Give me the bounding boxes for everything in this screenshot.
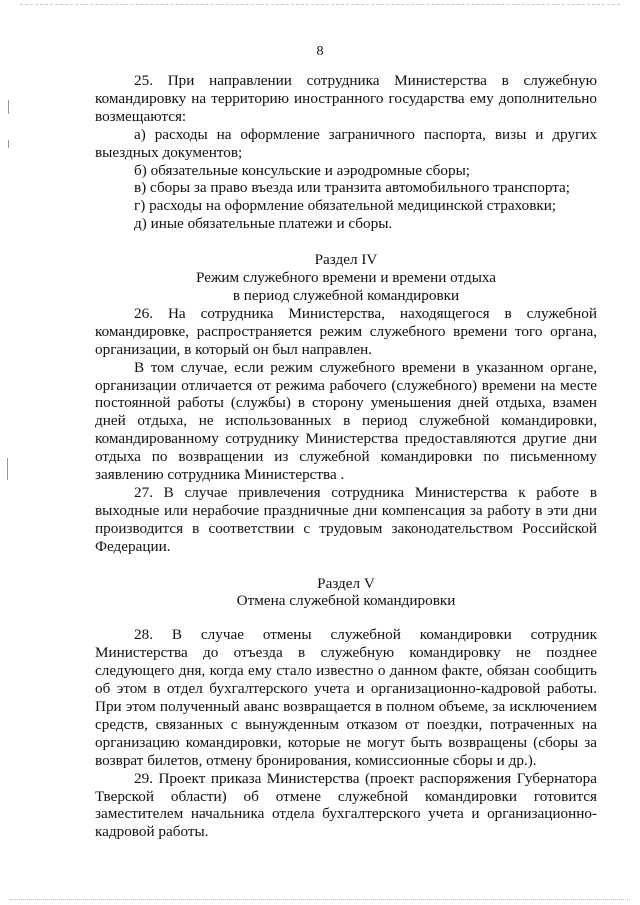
list-item: а) расходы на оформление заграничного паспорта, визы и других выездных документов; <box>95 125 597 161</box>
scan-speck <box>8 100 9 114</box>
list-item: б) обязательные консульские и аэродромные сборы; <box>134 161 470 179</box>
section-4-title-line-1: Режим служебного времени и времени отдыха <box>195 269 497 287</box>
paragraph-25: 25. При направлении сотрудника Министерства в служебную командировку на территорию иностранного государства ему дополнительно возмещаются: <box>95 72 597 125</box>
scan-speck <box>7 458 8 480</box>
scan-speck <box>8 140 9 148</box>
scan-edge-top <box>20 4 620 5</box>
section-5-number: Раздел V <box>317 574 375 592</box>
paragraph-26: 26. На сотрудника Министерства, находящегося в служебной командировке, распространяется режим служебного времени того органа, организации, в который он был направлен. <box>95 304 597 358</box>
spacer <box>95 556 597 575</box>
page-number: 8 <box>316 44 324 59</box>
section-5-title: Отмена служебной командировки <box>236 592 456 610</box>
list-item: в) сборы за право въезда или транзита автомобильного транспорта; <box>134 179 571 197</box>
list-item: д) иные обязательные платежи и сборы. <box>134 215 393 233</box>
spacer <box>95 610 597 626</box>
scan-edge-bottom <box>10 899 630 900</box>
document-body <box>95 72 597 841</box>
spacer <box>95 233 597 251</box>
paragraph-26-continued: В том случае, если режим служебного времени в указанном органе, организации отличается от режима рабочего (служебного) времени на месте постоянной работы (службы) в сторону уменьшения дней отдыха, взамен дней отдыха, не использованных в период служебной командировки, командированному сотруднику Министерства предоставляются другие дни отдыха по возвращении из служебной командировки по письменному заявлению сотрудника Министерства . <box>95 358 597 484</box>
section-4-title-line-2: в период служебной командировки <box>232 286 460 304</box>
paragraph-29: 29. Проект приказа Министерства (проект распоряжения Губернатора Тверской области) об отмене служебной командировки готовится заместителем начальника отдела бухгалтерского учета и организационно-кадровой работы. <box>95 769 597 841</box>
paragraph-27: 27. В случае привлечения сотрудника Министерства к работе в выходные или нерабочие праздничные дни компенсация за работу в эти дни производится в соответствии с трудовым законодательством Российской Федерации. <box>95 483 597 555</box>
list-item: г) расходы на оформление обязательной медицинской страховки; <box>134 197 557 215</box>
section-4-number: Раздел IV <box>314 251 378 269</box>
paragraph-28: 28. В случае отмены служебной командировки сотрудник Министерства до отъезда в служебную командировку не позднее следующего дня, когда ему стало известно о данном факте, обязан сообщить об этом в отдел бухгалтерского учета и организационно-кадровой работы. При этом полученный аванс возвращается в полном объеме, за исключением средств, связанных с вынужденным отказом от поездки, потраченных на организацию командировки, которые не могут быть возвращены (сборы за возврат билетов, отмену бронирования, комиссионные сборы и др.). <box>95 626 597 769</box>
